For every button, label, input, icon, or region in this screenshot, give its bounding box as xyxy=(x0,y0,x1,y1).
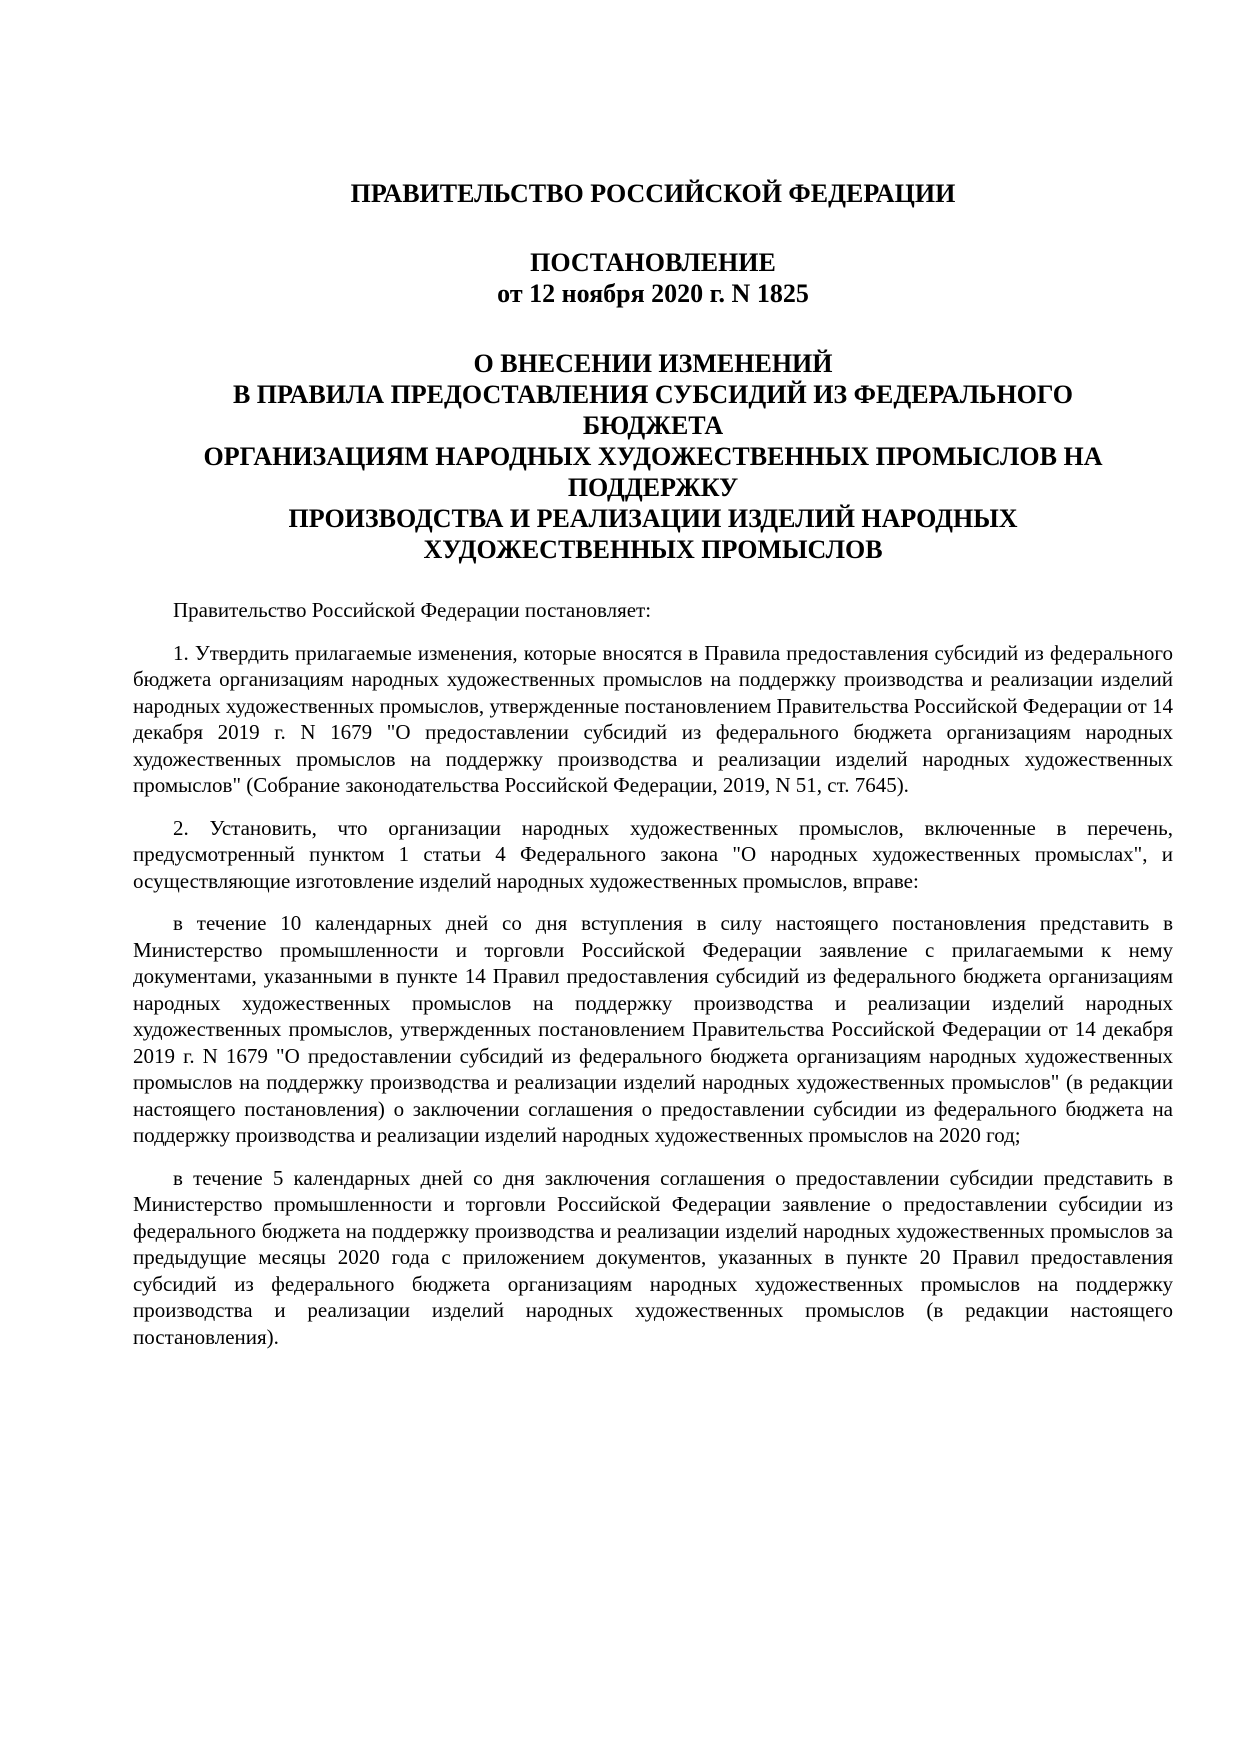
government-name: ПРАВИТЕЛЬСТВО РОССИЙСКОЙ ФЕДЕРАЦИИ xyxy=(350,179,956,208)
decree-title-line: ХУДОЖЕСТВЕННЫХ ПРОМЫСЛОВ xyxy=(423,535,883,564)
body-paragraph-preamble: Правительство Российской Федерации постановляет: xyxy=(173,598,652,622)
document-page xyxy=(133,178,1173,1366)
decree-type: ПОСТАНОВЛЕНИЕ xyxy=(530,248,776,277)
decree-title-line: ОРГАНИЗАЦИЯМ НАРОДНЫХ ХУДОЖЕСТВЕННЫХ ПРОМЫСЛОВ НА xyxy=(203,442,1103,471)
decree-title-line: О ВНЕСЕНИИ ИЗМЕНЕНИЙ xyxy=(473,349,833,378)
document-body xyxy=(133,597,1173,1350)
body-paragraph-item-1: 1. Утвердить прилагаемые изменения, которые вносятся в Правила предоставления субсидий из федерального бюджета организациям народных художественных промыслов на поддержку производства и реализации изделий народных художественных промыслов, утвержденные постановлением Правительства Российской Федерации от 14 декабря 2019 г. N 1679 "О предоставлении субсидий из федерального бюджета организациям народных художественных промыслов на поддержку производства и реализации изделий народных художественных промыслов" (Собрание законодательства Российской Федерации, 2019, N 51, ст. 7645). xyxy=(133,640,1173,797)
decree-title-line: БЮДЖЕТА xyxy=(582,411,724,440)
decree-title-line: В ПРАВИЛА ПРЕДОСТАВЛЕНИЯ СУБСИДИЙ ИЗ ФЕДЕРАЛЬНОГО xyxy=(232,380,1074,409)
decree-date: от 12 ноября 2020 г. N 1825 xyxy=(497,279,809,308)
decree-title-line: ПОДДЕРЖКУ xyxy=(567,473,739,502)
body-paragraph-subitem-1: в течение 10 календарных дней со дня вступления в силу настоящего постановления представить в Министерство промышленности и торговли Российской Федерации заявление с прилагаемыми к нему документами, указанными в пункте 14 Правил предоставления субсидий из федерального бюджета организациям народных художественных промыслов на поддержку производства и реализации изделий народных художественных промыслов, утвержденных постановлением Правительства Российской Федерации от 14 декабря 2019 г. N 1679 "О предоставлении субсидий из федерального бюджета организациям народных художественных промыслов на поддержку производства и реализации изделий народных художественных промыслов" (в редакции настоящего постановления) о заключении соглашения о предоставлении субсидии из федерального бюджета на поддержку производства и реализации изделий народных художественных промыслов на 2020 год; xyxy=(133,911,1173,1147)
document-header xyxy=(133,178,1173,565)
body-paragraph-subitem-2: в течение 5 календарных дней со дня заключения соглашения о предоставлении субсидии представить в Министерство промышленности и торговли Российской Федерации заявление о предоставлении субсидии из федерального бюджета на поддержку производства и реализации изделий народных художественных промыслов за предыдущие месяцы 2020 года с приложением документов, указанных в пункте 20 Правил предоставления субсидий из федерального бюджета организациям народных художественных промыслов на поддержку производства и реализации изделий народных художественных промыслов (в редакции настоящего постановления). xyxy=(133,1165,1173,1349)
decree-title-line: ПРОИЗВОДСТВА И РЕАЛИЗАЦИИ ИЗДЕЛИЙ НАРОДНЫХ xyxy=(288,504,1018,533)
decree-title xyxy=(133,348,1173,565)
body-paragraph-item-2: 2. Установить, что организации народных художественных промыслов, включенные в перечень, предусмотренный пунктом 1 статьи 4 Федерального закона "О народных художественных промыслах", и осуществляющие изготовление изделий народных художественных промыслов, вправе: xyxy=(133,815,1173,893)
